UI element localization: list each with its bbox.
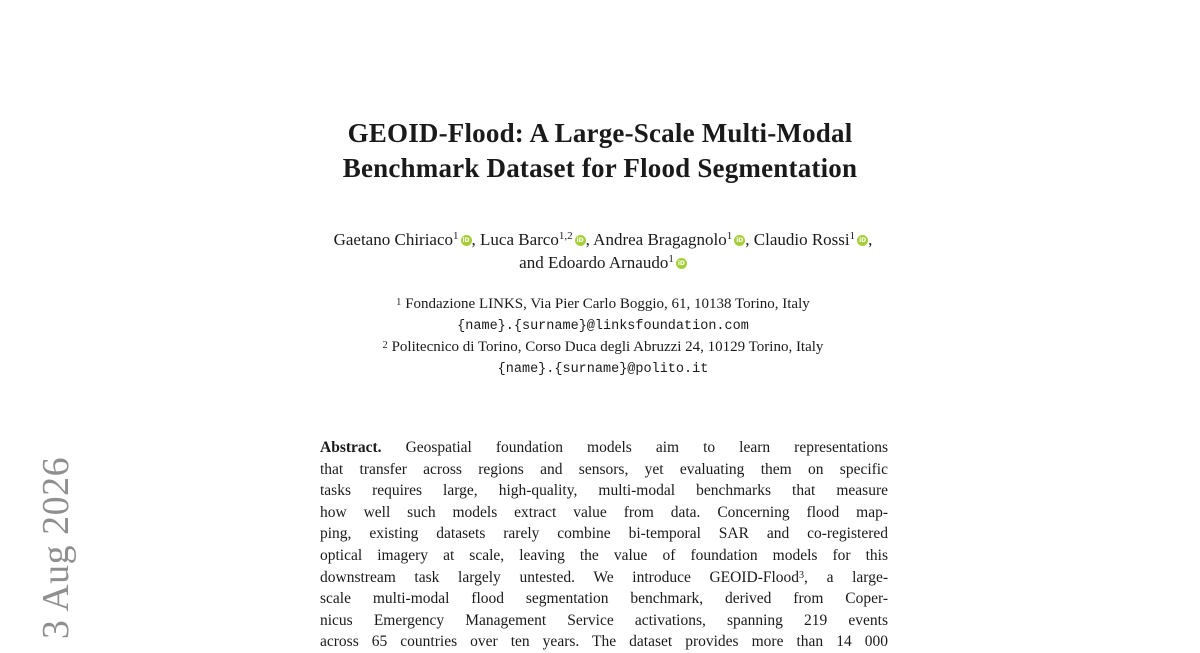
author-separator: ,	[585, 230, 594, 249]
abstract-line: how well such models extract value from data. Concerning flood map-	[320, 503, 888, 521]
author-name: Gaetano Chiriaco	[333, 230, 454, 249]
author-name: Luca Barco	[480, 230, 559, 249]
arxiv-sidebar-date: 3 Aug 2026	[35, 456, 77, 640]
abstract-line: downstream task largely untested. We introduce GEOID-Flood$^3$, a large-	[320, 568, 888, 586]
abstract-line: that transfer across regions and sensors, yet evaluating them on specific	[320, 460, 888, 478]
abstract-line: optical imagery at scale, leaving the value of foundation models for this	[320, 546, 888, 564]
author-separator: ,	[868, 230, 873, 249]
abstract-line: across 65 countries over ten years. The dataset provides more than 14 000	[320, 633, 888, 651]
author-list	[200, 228, 1006, 274]
abstract	[320, 437, 888, 653]
footnote-marker[interactable]: 3	[799, 569, 805, 581]
orcid-icon[interactable]: iD	[736, 236, 744, 244]
abstract-label: Abstract.	[320, 439, 382, 456]
author-affil-marker: 1	[849, 230, 856, 242]
author-line-1	[200, 228, 1006, 251]
author-name: Andrea Bragagnolo	[593, 230, 727, 249]
orcid-icon[interactable]: iD	[677, 259, 685, 267]
affiliation-2	[200, 337, 1006, 359]
affiliation-marker: 1	[396, 297, 402, 308]
author-affil-marker: 1	[668, 253, 674, 265]
orcid-icon[interactable]: iD	[576, 236, 584, 244]
orcid-icon[interactable]: iD	[462, 236, 470, 244]
abstract-line: Abstract. Geospatial foundation models aim to learn representations	[320, 439, 888, 456]
affiliation-marker: 2	[382, 340, 388, 351]
orcid-icon[interactable]: iD	[859, 236, 867, 244]
author-separator: ,	[745, 230, 754, 249]
abstract-line: tasks requires large, high-quality, multi-modal benchmarks that measure	[320, 482, 888, 500]
author-affil-marker: 1	[453, 230, 459, 242]
author-separator: ,	[471, 230, 481, 249]
author-line-2	[200, 251, 1006, 274]
title-line-1: GEOID-Flood: A Large-Scale Multi-Modal	[347, 118, 853, 148]
affiliation-email[interactable]: {name}.{surname}@polito.it	[497, 361, 709, 377]
abstract-line: scale multi-modal flood segmentation benchmark, derived from Coper-	[320, 590, 888, 608]
affiliation-1	[200, 294, 1006, 316]
paper-title	[200, 116, 1000, 186]
affiliation-email[interactable]: {name}.{surname}@linksfoundation.com	[457, 318, 749, 334]
affiliation-list	[200, 294, 1006, 380]
author-name: Claudio Rossi	[753, 230, 850, 249]
abstract-line: ping, existing datasets rarely combine bi-temporal SAR and co-registered	[320, 525, 888, 543]
author-name: and Edoardo Arnaudo	[519, 253, 669, 272]
affiliation-text: Politecnico di Torino, Corso Duca degli Abruzzi 24, 10129 Torino, Italy	[391, 339, 824, 355]
affiliation-text: Fondazione LINKS, Via Pier Carlo Boggio, 61, 10138 Torino, Italy	[405, 296, 810, 312]
abstract-line: nicus Emergency Management Service activations, spanning 219 events	[320, 611, 888, 629]
title-line-2: Benchmark Dataset for Flood Segmentation	[342, 153, 858, 183]
author-affil-marker: 1	[726, 230, 733, 242]
author-affil-marker: 1,2	[558, 230, 573, 242]
